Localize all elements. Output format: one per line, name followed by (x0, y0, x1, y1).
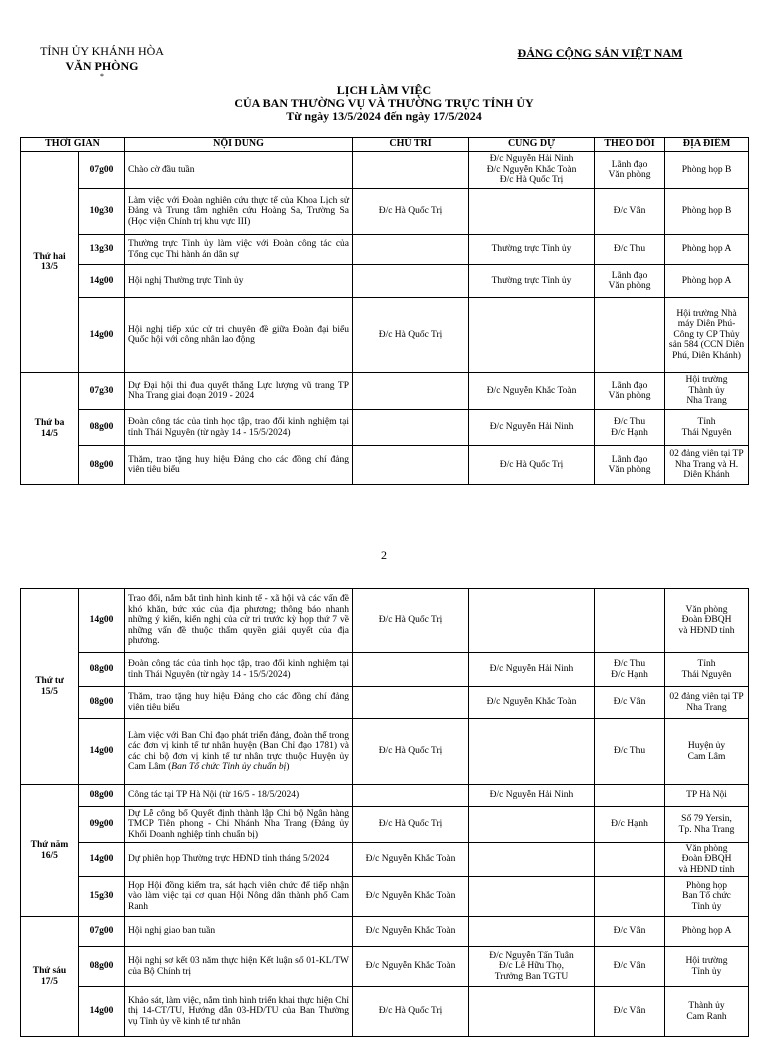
chair-cell: Đ/c Hà Quốc Trị (353, 298, 469, 373)
table-row (21, 410, 749, 446)
schedule-table-page2 (20, 588, 749, 1037)
content-cell: Hội nghị giao ban tuần (125, 917, 353, 947)
content-cell: Hội nghị Thường trực Tỉnh ủy (125, 265, 353, 298)
follow-cell: Đ/c Thu Đ/c Hạnh (595, 653, 665, 687)
follow-cell: Đ/c Hạnh (595, 807, 665, 843)
attendees-cell (469, 877, 595, 917)
attendees-cell: Đ/c Hà Quốc Trị (469, 446, 595, 485)
follow-cell: Đ/c Vân (595, 687, 665, 719)
col-header-chair: CHỦ TRÌ (353, 138, 469, 152)
time-cell: 08g00 (79, 410, 125, 446)
table-row (21, 265, 749, 298)
attendees-cell (469, 298, 595, 373)
chair-cell: Đ/c Nguyễn Khắc Toàn (353, 917, 469, 947)
follow-cell: Đ/c Thu (595, 719, 665, 785)
attendees-cell (469, 917, 595, 947)
title-line3: Từ ngày 13/5/2024 đến ngày 17/5/2024 (286, 109, 482, 123)
location-cell: Hội trường Thành ủy Nha Trang (665, 373, 749, 410)
attendees-cell: Đ/c Nguyễn Tấn Tuân Đ/c Lê Hữu Thọ, Trưởng Ban TGTU (469, 947, 595, 987)
table-row (21, 987, 749, 1037)
content-cell: Công tác tại TP Hà Nội (từ 16/5 - 18/5/2024) (125, 785, 353, 807)
location-cell: Văn phòng Đoàn ĐBQH và HĐND tỉnh (665, 589, 749, 653)
follow-cell: Đ/c Thu Đ/c Hạnh (595, 410, 665, 446)
party-header: ĐẢNG CỘNG SẢN VIỆT NAM (517, 46, 683, 60)
time-cell: 09g00 (79, 807, 125, 843)
content-cell (125, 719, 353, 785)
follow-cell (595, 589, 665, 653)
time-cell: 08g00 (79, 653, 125, 687)
content-cell: Khảo sát, làm việc, nắm tình hình triển khai thực hiện Chỉ thị 14-CT/TU, Hướng dẫn 03-HD/TU của Ban Thường vụ Tỉnh ủy về kinh tế tư nhân (125, 987, 353, 1037)
col-header-content: NỘI DUNG (125, 138, 353, 152)
chair-cell (353, 152, 469, 189)
time-cell: 07g00 (79, 917, 125, 947)
location-cell: Phòng họp A (665, 917, 749, 947)
location-cell: Hội trường Nhà máy Diên Phú- Công ty CP Thủy sản 584 (CCN Diên Phú, Diên Khánh) (665, 298, 749, 373)
day-cell-thursday: Thứ năm 16/5 (21, 785, 79, 917)
attendees-cell (469, 719, 595, 785)
page-number: 2 (381, 548, 387, 562)
chair-cell: Đ/c Nguyễn Khắc Toàn (353, 877, 469, 917)
chair-cell (353, 373, 469, 410)
attendees-cell: Đ/c Nguyễn Hải Ninh Đ/c Nguyễn Khắc Toàn Đ/c Hà Quốc Trị (469, 152, 595, 189)
content-cell: Dự Lễ công bố Quyết định thành lập Chi bộ Ngân hàng TMCP Tiên phong - Chi Nhánh Nha Trang (Đảng ủy Khối Doanh nghiệp tỉnh chuẩn bị) (125, 807, 353, 843)
chair-cell: Đ/c Hà Quốc Trị (353, 189, 469, 235)
content-end: ) (286, 762, 290, 772)
col-header-time: THỜI GIAN (21, 138, 125, 152)
location-cell: Tỉnh Thái Nguyên (665, 653, 749, 687)
table-row (21, 446, 749, 485)
chair-cell: Đ/c Hà Quốc Trị (353, 807, 469, 843)
time-cell: 08g00 (79, 446, 125, 485)
table-row (21, 189, 749, 235)
attendees-cell (469, 189, 595, 235)
content-text: Làm việc với Ban Chỉ đạo phát triển đảng, đoàn thể trong các đơn vị kinh tế tư nhân huyện (Ban Chỉ đạo 1781) và các chi bộ đơn vị kinh tế tư nhân trực thuộc Huyện ủy Cam Lâm ( (128, 730, 349, 772)
table-row (21, 947, 749, 987)
time-cell: 08g00 (79, 687, 125, 719)
location-cell: Phòng họp B (665, 189, 749, 235)
col-header-with: CÙNG DỰ (469, 138, 595, 152)
content-note: Ban Tổ chức Tỉnh ủy chuẩn bị (171, 762, 287, 772)
time-cell: 14g00 (79, 298, 125, 373)
time-cell: 10g30 (79, 189, 125, 235)
chair-cell: Đ/c Nguyễn Khắc Toàn (353, 947, 469, 987)
time-cell: 15g30 (79, 877, 125, 917)
chair-cell: Đ/c Hà Quốc Trị (353, 987, 469, 1037)
content-cell: Họp Hội đồng kiểm tra, sát hạch viên chức để tiếp nhận vào làm việc tại cơ quan Hội Nông dân thành phố Cam Ranh (125, 877, 353, 917)
location-cell: Phòng họp A (665, 265, 749, 298)
follow-cell: Lãnh đạo Văn phòng (595, 446, 665, 485)
location-cell: Phòng họp Ban Tổ chức Tỉnh ủy (665, 877, 749, 917)
day-cell-tuesday: Thứ ba 14/5 (21, 373, 79, 485)
day-cell-monday: Thứ hai 13/5 (21, 152, 79, 373)
attendees-cell (469, 987, 595, 1037)
location-cell: Huyện ủy Cam Lâm (665, 719, 749, 785)
location-cell: Tỉnh Thái Nguyên (665, 410, 749, 446)
time-cell: 07g30 (79, 373, 125, 410)
table-row (21, 589, 749, 653)
org-line2: VĂN PHÒNG (65, 59, 139, 73)
content-cell: Hội nghị tiếp xúc cử tri chuyên đề giữa Đoàn đại biểu Quốc hội với công nhân lao động (125, 298, 353, 373)
follow-cell: Đ/c Thu (595, 235, 665, 265)
chair-cell (353, 687, 469, 719)
attendees-cell: Thường trực Tỉnh ủy (469, 235, 595, 265)
table-row (21, 785, 749, 807)
time-cell: 08g00 (79, 785, 125, 807)
table-row (21, 298, 749, 373)
attendees-cell: Thường trực Tỉnh ủy (469, 265, 595, 298)
attendees-cell (469, 807, 595, 843)
table-row (21, 653, 749, 687)
org-header (32, 44, 172, 80)
location-cell: Hội trường Tỉnh ủy (665, 947, 749, 987)
attendees-cell (469, 589, 595, 653)
attendees-cell: Đ/c Nguyễn Khắc Toàn (469, 687, 595, 719)
chair-cell (353, 265, 469, 298)
content-cell: Dự Đại hội thi đua quyết thắng Lực lượng vũ trang TP Nha Trang giai đoạn 2019 - 2024 (125, 373, 353, 410)
document-title (0, 84, 768, 123)
follow-cell: Đ/c Vân (595, 189, 665, 235)
follow-cell: Đ/c Vân (595, 917, 665, 947)
attendees-cell: Đ/c Nguyễn Hải Ninh (469, 410, 595, 446)
org-line1: TỈNH ỦY KHÁNH HÒA (40, 44, 164, 58)
time-cell: 13g30 (79, 235, 125, 265)
table-row (21, 843, 749, 877)
table-row (21, 877, 749, 917)
location-cell: Phòng họp A (665, 235, 749, 265)
table-row (21, 373, 749, 410)
follow-cell (595, 298, 665, 373)
schedule-table-page1 (20, 137, 749, 485)
table-header-row (21, 138, 749, 152)
follow-cell: Đ/c Vân (595, 987, 665, 1037)
time-cell: 14g00 (79, 843, 125, 877)
col-header-place: ĐỊA ĐIỂM (665, 138, 749, 152)
content-cell: Chào cờ đầu tuần (125, 152, 353, 189)
table-row (21, 235, 749, 265)
content-cell: Hội nghị sơ kết 03 năm thực hiện Kết luận số 01-KL/TW của Bộ Chính trị (125, 947, 353, 987)
chair-cell (353, 410, 469, 446)
time-cell: 14g00 (79, 265, 125, 298)
follow-cell (595, 843, 665, 877)
content-cell: Đoàn công tác của tỉnh học tập, trao đổi kinh nghiệm tại tỉnh Thái Nguyên (từ ngày 14 - 15/5/2024) (125, 410, 353, 446)
chair-cell (353, 785, 469, 807)
chair-cell: Đ/c Hà Quốc Trị (353, 589, 469, 653)
chair-cell (353, 446, 469, 485)
attendees-cell: Đ/c Nguyễn Hải Ninh (469, 653, 595, 687)
time-cell: 07g00 (79, 152, 125, 189)
day-cell-friday: Thứ sáu 17/5 (21, 917, 79, 1037)
time-cell: 08g00 (79, 947, 125, 987)
attendees-cell: Đ/c Nguyễn Hải Ninh (469, 785, 595, 807)
follow-cell (595, 877, 665, 917)
chair-cell: Đ/c Hà Quốc Trị (353, 719, 469, 785)
content-cell: Thường trực Tỉnh ủy làm việc với Đoàn công tác của Tổng cục Thi hành án dân sự (125, 235, 353, 265)
col-header-follow: THEO DÕI (595, 138, 665, 152)
time-cell: 14g00 (79, 719, 125, 785)
location-cell: Phòng họp B (665, 152, 749, 189)
follow-cell: Đ/c Vân (595, 947, 665, 987)
attendees-cell (469, 843, 595, 877)
title-line1: LỊCH LÀM VIỆC (336, 83, 432, 97)
content-cell: Đoàn công tác của tỉnh học tập, trao đổi kinh nghiệm tại tỉnh Thái Nguyên (từ ngày 14 - 15/5/2024) (125, 653, 353, 687)
content-cell: Thăm, trao tặng huy hiệu Đảng cho các đồng chí đảng viên tiêu biểu (125, 446, 353, 485)
title-line2: CỦA BAN THƯỜNG VỤ VÀ THƯỜNG TRỰC TỈNH ỦY (234, 96, 534, 110)
chair-cell (353, 235, 469, 265)
time-cell: 14g00 (79, 987, 125, 1037)
follow-cell: Lãnh đạo Văn phòng (595, 373, 665, 410)
location-cell: TP Hà Nội (665, 785, 749, 807)
table-row (21, 917, 749, 947)
content-cell: Dự phiên họp Thường trực HĐND tỉnh tháng 5/2024 (125, 843, 353, 877)
location-cell: Thành ủy Cam Ranh (665, 987, 749, 1037)
follow-cell: Lãnh đạo Văn phòng (595, 152, 665, 189)
content-cell: Thăm, trao tặng huy hiệu Đảng cho các đồng chí đảng viên tiêu biểu (125, 687, 353, 719)
location-cell: 02 đảng viên tại TP Nha Trang (665, 687, 749, 719)
content-cell: Trao đổi, nắm bắt tình hình kinh tế - xã hội và các vấn đề khó khăn, bức xúc của địa phương; thông báo nhanh những ý kiến, kiến nghị của cử tri trước kỳ họp thứ 7 về những vấn đề thuộc thẩm quyền giải quyết của địa phương. (125, 589, 353, 653)
header-dot: * (100, 72, 104, 81)
chair-cell (353, 653, 469, 687)
table-row (21, 687, 749, 719)
follow-cell: Lãnh đạo Văn phòng (595, 265, 665, 298)
attendees-cell: Đ/c Nguyễn Khắc Toàn (469, 373, 595, 410)
table-row (21, 719, 749, 785)
chair-cell: Đ/c Nguyễn Khắc Toàn (353, 843, 469, 877)
table-row (21, 807, 749, 843)
location-cell: Số 79 Yersin, Tp. Nha Trang (665, 807, 749, 843)
location-cell: 02 đảng viên tại TP Nha Trang và H. Diên Khánh (665, 446, 749, 485)
location-cell: Văn phòng Đoàn ĐBQH và HĐND tỉnh (665, 843, 749, 877)
time-cell: 14g00 (79, 589, 125, 653)
table-row (21, 152, 749, 189)
day-cell-wednesday: Thứ tư 15/5 (21, 589, 79, 785)
follow-cell (595, 785, 665, 807)
content-cell: Làm việc với Đoàn nghiên cứu thực tế của Khoa Lịch sử Đảng và Trung tâm nghiên cứu Hoàng Sa, Trường Sa (Học viện Chính trị khu vực III) (125, 189, 353, 235)
